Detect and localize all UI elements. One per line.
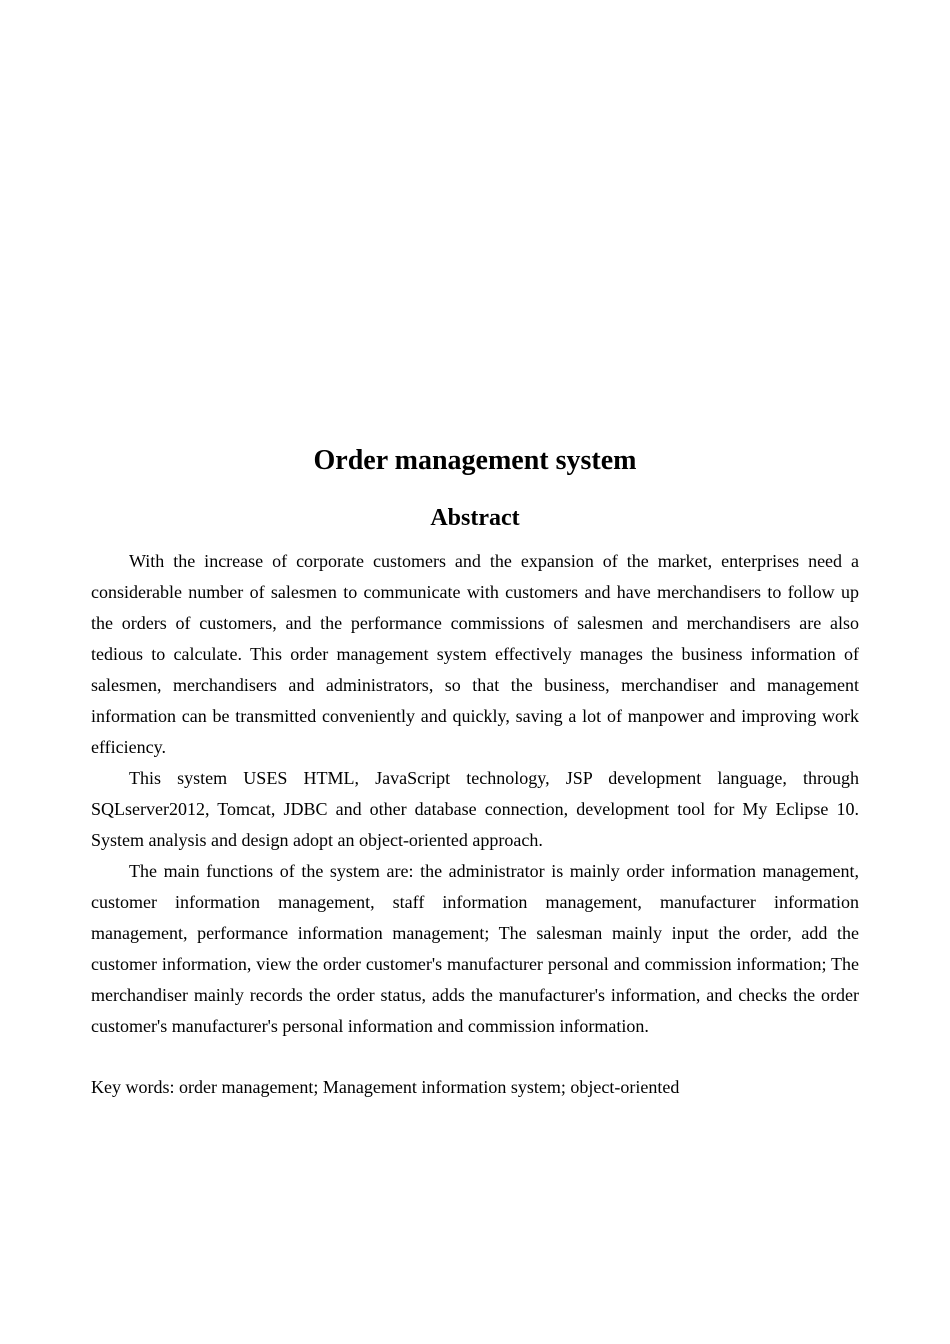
abstract-paragraph-3: The main functions of the system are: the administrator is mainly order information management, customer information management, staff information management, manufacturer information management, performance information management; The salesman mainly input the order, add the customer information, view the order customer's manufacturer personal and commission information; The merchandiser mainly records the order status, adds the manufacturer's information, and checks the order customer's manufacturer's personal information and commission information. [91, 861, 859, 1036]
document-title: Order management system [313, 445, 637, 476]
abstract-paragraph-2: This system USES HTML, JavaScript technology, JSP development language, through SQLserver2012, Tomcat, JDBC and other database connection, development tool for My Eclipse 10. System analysis and design adopt an object-oriented approach. [91, 768, 859, 850]
abstract-paragraph-1: With the increase of corporate customers and the expansion of the market, enterprises need a considerable number of salesmen to communicate with customers and have merchandisers to follow up the orders of customers, and the performance commissions of salesmen and merchandisers are also tedious to calculate. This order management system effectively manages the business information of salesmen, merchandisers and administrators, so that the business, merchandiser and management information can be transmitted conveniently and quickly, saving a lot of manpower and improving work efficiency. [91, 551, 859, 757]
document-page [91, 444, 859, 1103]
keywords-line: Key words: order management; Management information system; object-oriented [91, 1077, 680, 1097]
abstract-heading: Abstract [430, 505, 520, 531]
